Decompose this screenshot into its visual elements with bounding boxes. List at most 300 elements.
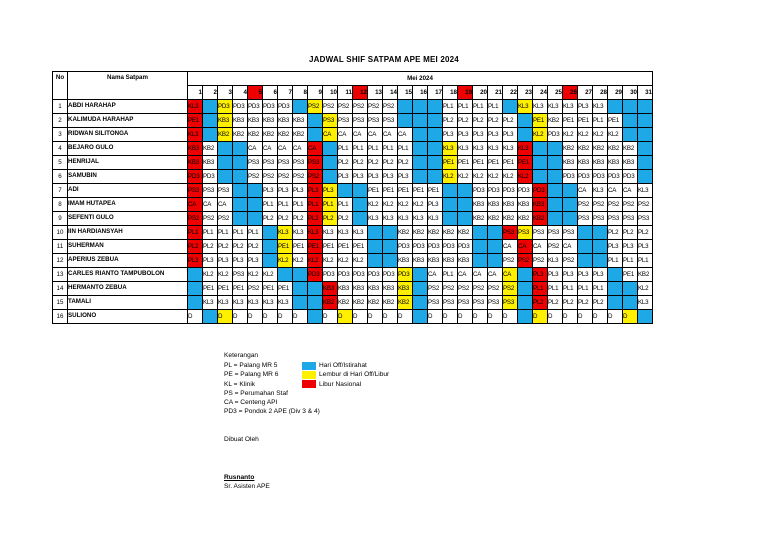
shift-cell bbox=[368, 240, 383, 254]
shift-cell: KB3 bbox=[518, 198, 533, 212]
shift-cell: PL3 bbox=[218, 254, 233, 268]
shift-cell bbox=[443, 198, 458, 212]
shift-cell: PE1 bbox=[533, 114, 548, 128]
shift-cell: KL2 bbox=[413, 198, 428, 212]
shift-cell: KL3 bbox=[188, 128, 203, 142]
shift-cell: PL3 bbox=[473, 128, 488, 142]
row-number: 12 bbox=[53, 254, 68, 268]
row-number: 8 bbox=[53, 198, 68, 212]
shift-cell: PS3 bbox=[308, 156, 323, 170]
shift-cell: PL3 bbox=[428, 198, 443, 212]
shift-cell: CA bbox=[308, 142, 323, 156]
shift-cell: D bbox=[248, 310, 263, 324]
day-header: 29 bbox=[608, 86, 623, 100]
shift-cell bbox=[413, 170, 428, 184]
shift-cell bbox=[443, 184, 458, 198]
shift-cell bbox=[428, 142, 443, 156]
day-header: 18 bbox=[443, 86, 458, 100]
shift-cell bbox=[353, 184, 368, 198]
shift-cell: PL2 bbox=[533, 296, 548, 310]
shift-cell: KL3 bbox=[398, 212, 413, 226]
shift-cell: KB2 bbox=[563, 142, 578, 156]
shift-cell: CA bbox=[623, 184, 638, 198]
shift-cell: CA bbox=[428, 268, 443, 282]
shift-cell bbox=[293, 100, 308, 114]
shift-cell bbox=[233, 142, 248, 156]
guard-name: APERIUS ZEBUA bbox=[68, 254, 188, 268]
shift-cell: CA bbox=[563, 240, 578, 254]
shift-cell: D bbox=[428, 310, 443, 324]
shift-cell bbox=[413, 296, 428, 310]
shift-cell: PD3 bbox=[218, 100, 233, 114]
shift-cell: KB3 bbox=[188, 142, 203, 156]
day-header: 17 bbox=[428, 86, 443, 100]
shift-cell: KL3 bbox=[278, 226, 293, 240]
shift-cell bbox=[413, 156, 428, 170]
shift-cell: D bbox=[443, 310, 458, 324]
shift-cell: PS2 bbox=[428, 282, 443, 296]
shift-cell: CA bbox=[368, 128, 383, 142]
shift-cell: KL3 bbox=[323, 226, 338, 240]
shift-cell bbox=[233, 170, 248, 184]
shift-cell bbox=[203, 114, 218, 128]
shift-cell: PS2 bbox=[203, 212, 218, 226]
legend-swatch-desc: Hari Off/Istirahat bbox=[319, 362, 367, 370]
shift-cell: D bbox=[488, 310, 503, 324]
day-header: 21 bbox=[488, 86, 503, 100]
shift-cell: PS2 bbox=[293, 170, 308, 184]
shift-cell bbox=[608, 100, 623, 114]
shift-cell: PL2 bbox=[503, 114, 518, 128]
shift-cell: PL3 bbox=[323, 184, 338, 198]
shift-cell bbox=[578, 240, 593, 254]
shift-cell: PS3 bbox=[263, 156, 278, 170]
guard-name: HENRIJAL bbox=[68, 156, 188, 170]
table-row bbox=[53, 268, 653, 282]
shift-cell: CA bbox=[608, 184, 623, 198]
shift-cell: PE1 bbox=[308, 240, 323, 254]
shift-cell: KB2 bbox=[623, 142, 638, 156]
shift-cell bbox=[488, 254, 503, 268]
shift-cell: KL2 bbox=[353, 254, 368, 268]
day-header: 14 bbox=[383, 86, 398, 100]
shift-cell: D bbox=[533, 310, 548, 324]
shift-cell: PS2 bbox=[308, 100, 323, 114]
shift-cell: PE1 bbox=[428, 184, 443, 198]
shift-cell: PL1 bbox=[458, 100, 473, 114]
shift-cell: CA bbox=[398, 128, 413, 142]
shift-cell bbox=[548, 142, 563, 156]
shift-cell bbox=[413, 128, 428, 142]
shift-cell: PL2 bbox=[338, 156, 353, 170]
shift-cell: CA bbox=[488, 268, 503, 282]
shift-cell: PL1 bbox=[608, 254, 623, 268]
shift-cell: KL3 bbox=[443, 142, 458, 156]
table-row bbox=[53, 226, 653, 240]
shift-cell: PD3 bbox=[623, 170, 638, 184]
shift-cell: KB3 bbox=[398, 282, 413, 296]
shift-cell: D bbox=[563, 310, 578, 324]
shift-cell: KL2 bbox=[278, 254, 293, 268]
shift-cell: PL2 bbox=[368, 156, 383, 170]
shift-cell bbox=[638, 114, 653, 128]
day-header: 22 bbox=[503, 86, 518, 100]
shift-cell: KB3 bbox=[533, 198, 548, 212]
table-row bbox=[53, 114, 653, 128]
shift-cell: PE1 bbox=[278, 240, 293, 254]
legend-item bbox=[224, 370, 389, 379]
shift-cell bbox=[503, 100, 518, 114]
shift-cell: PL3 bbox=[353, 170, 368, 184]
shift-cell bbox=[548, 198, 563, 212]
shift-cell: PL1 bbox=[578, 282, 593, 296]
shift-cell: PS2 bbox=[593, 198, 608, 212]
shift-cell: PS2 bbox=[578, 198, 593, 212]
shift-cell bbox=[548, 212, 563, 226]
shift-cell: KL3 bbox=[188, 100, 203, 114]
day-header: 7 bbox=[278, 86, 293, 100]
shift-cell: PL1 bbox=[203, 226, 218, 240]
shift-cell: PS2 bbox=[248, 170, 263, 184]
shift-cell bbox=[413, 114, 428, 128]
shift-cell: KB3 bbox=[353, 282, 368, 296]
shift-cell: D bbox=[623, 310, 638, 324]
col-header-name: Nama Satpam bbox=[68, 72, 188, 100]
shift-cell: PL2 bbox=[263, 212, 278, 226]
shift-cell: KB2 bbox=[293, 128, 308, 142]
shift-cell: PS3 bbox=[278, 156, 293, 170]
legend-heading: Keterangan bbox=[224, 352, 259, 359]
day-header: 20 bbox=[473, 86, 488, 100]
shift-cell: PS3 bbox=[383, 114, 398, 128]
shift-cell: KL2 bbox=[263, 268, 278, 282]
shift-cell: PS2 bbox=[608, 198, 623, 212]
legend-code-label: PS = Perumahan Staf bbox=[224, 389, 288, 397]
shift-cell: PS2 bbox=[368, 100, 383, 114]
shift-cell: PS3 bbox=[293, 156, 308, 170]
shift-cell bbox=[458, 198, 473, 212]
shift-cell bbox=[608, 282, 623, 296]
shift-cell: KB2 bbox=[398, 226, 413, 240]
shift-cell bbox=[263, 226, 278, 240]
legend-code-label: PD3 = Pondok 2 APE (Div 3 & 4) bbox=[224, 408, 320, 416]
shift-cell: PD3 bbox=[338, 268, 353, 282]
shift-cell: PE1 bbox=[398, 184, 413, 198]
shift-cell: KB3 bbox=[458, 254, 473, 268]
shift-cell: PD3 bbox=[203, 170, 218, 184]
legend-item bbox=[224, 407, 389, 416]
shift-cell: PL2 bbox=[623, 226, 638, 240]
shift-cell: KB3 bbox=[278, 114, 293, 128]
shift-cell: PD3 bbox=[578, 170, 593, 184]
legend-code-label: PE = Palang MR 6 bbox=[224, 371, 279, 379]
guard-name: SAMUBIN bbox=[68, 170, 188, 184]
shift-cell bbox=[293, 296, 308, 310]
table-row bbox=[53, 310, 653, 324]
shift-cell: PL1 bbox=[263, 198, 278, 212]
day-header: 15 bbox=[398, 86, 413, 100]
shift-cell bbox=[443, 212, 458, 226]
shift-cell: D bbox=[578, 310, 593, 324]
shift-cell: PS3 bbox=[458, 296, 473, 310]
shift-cell: PS2 bbox=[263, 170, 278, 184]
shift-cell: KL2 bbox=[578, 128, 593, 142]
shift-cell: PL3 bbox=[368, 170, 383, 184]
guard-name: SEFENTI GULO bbox=[68, 212, 188, 226]
shift-cell: KL3 bbox=[383, 212, 398, 226]
shift-cell: PD3 bbox=[188, 170, 203, 184]
legend-swatch bbox=[302, 362, 316, 370]
shift-cell: PL1 bbox=[323, 198, 338, 212]
shift-cell: KB2 bbox=[488, 212, 503, 226]
shift-cell bbox=[638, 310, 653, 324]
shift-cell: PS2 bbox=[503, 282, 518, 296]
day-header: 4 bbox=[233, 86, 248, 100]
shift-cell: KL3 bbox=[278, 296, 293, 310]
shift-cell: KB3 bbox=[563, 156, 578, 170]
shift-cell bbox=[518, 282, 533, 296]
legend-code-label: CA = Centeng API bbox=[224, 399, 278, 407]
shift-cell: CA bbox=[383, 128, 398, 142]
shift-cell: D bbox=[233, 310, 248, 324]
legend-swatch-desc: Libur Nasional bbox=[319, 380, 362, 388]
shift-cell: D bbox=[503, 310, 518, 324]
shift-cell: PS3 bbox=[578, 212, 593, 226]
shift-cell bbox=[533, 170, 548, 184]
shift-cell: PE1 bbox=[368, 184, 383, 198]
shift-cell: PD3 bbox=[323, 268, 338, 282]
guard-name: KALIMUDA HARAHAP bbox=[68, 114, 188, 128]
shift-cell: KB2 bbox=[218, 128, 233, 142]
signer-position: Sr. Asisten APE bbox=[224, 483, 270, 490]
shift-cell: PS3 bbox=[503, 296, 518, 310]
table-row bbox=[53, 282, 653, 296]
shift-cell: PL2 bbox=[278, 212, 293, 226]
shift-cell: KB3 bbox=[263, 114, 278, 128]
shift-cell: KL3 bbox=[638, 296, 653, 310]
shift-cell: PD3 bbox=[563, 170, 578, 184]
shift-cell: CA bbox=[218, 198, 233, 212]
shift-cell: KB2 bbox=[548, 114, 563, 128]
shift-cell: PD3 bbox=[398, 268, 413, 282]
row-number: 10 bbox=[53, 226, 68, 240]
shift-cell bbox=[563, 184, 578, 198]
shift-cell: D bbox=[188, 310, 203, 324]
shift-cell: PS3 bbox=[248, 156, 263, 170]
shift-cell: D bbox=[458, 310, 473, 324]
shift-cell: KL3 bbox=[473, 142, 488, 156]
shift-cell: PL1 bbox=[338, 198, 353, 212]
shift-cell: D bbox=[593, 310, 608, 324]
shift-cell bbox=[563, 212, 578, 226]
shift-cell: PL2 bbox=[578, 296, 593, 310]
shift-cell bbox=[578, 254, 593, 268]
row-number: 5 bbox=[53, 156, 68, 170]
shift-cell bbox=[383, 240, 398, 254]
shift-cell: KL2 bbox=[473, 170, 488, 184]
shift-cell: PL3 bbox=[278, 184, 293, 198]
shift-cell: PL2 bbox=[308, 212, 323, 226]
shift-cell: KB2 bbox=[533, 212, 548, 226]
row-number: 14 bbox=[53, 282, 68, 296]
shift-cell: KB3 bbox=[503, 198, 518, 212]
legend-item bbox=[224, 380, 389, 389]
shift-cell: PL2 bbox=[608, 226, 623, 240]
shift-cell bbox=[398, 100, 413, 114]
shift-cell: D bbox=[263, 310, 278, 324]
shift-cell bbox=[413, 282, 428, 296]
shift-cell: KL3 bbox=[308, 226, 323, 240]
shift-cell bbox=[323, 142, 338, 156]
shift-cell: PL1 bbox=[383, 142, 398, 156]
day-header: 11 bbox=[338, 86, 353, 100]
shift-cell: PL1 bbox=[293, 198, 308, 212]
shift-cell: PS3 bbox=[338, 114, 353, 128]
shift-cell: KB3 bbox=[248, 114, 263, 128]
shift-cell: PS2 bbox=[473, 282, 488, 296]
shift-cell: KL2 bbox=[338, 254, 353, 268]
shift-cell: D bbox=[383, 310, 398, 324]
shift-cell: KB3 bbox=[413, 254, 428, 268]
shift-cell: PL1 bbox=[353, 142, 368, 156]
shift-cell bbox=[263, 240, 278, 254]
shift-cell bbox=[518, 268, 533, 282]
shift-cell: KB2 bbox=[263, 128, 278, 142]
shift-cell: PL1 bbox=[593, 114, 608, 128]
shift-cell bbox=[473, 240, 488, 254]
shift-cell: KL3 bbox=[548, 254, 563, 268]
shift-cell: D bbox=[218, 310, 233, 324]
shift-cell: KL3 bbox=[293, 226, 308, 240]
shift-cell: KL3 bbox=[518, 100, 533, 114]
shift-cell: PD3 bbox=[233, 100, 248, 114]
shift-cell: D bbox=[293, 310, 308, 324]
shift-cell: PD3 bbox=[593, 170, 608, 184]
shift-cell: PL2 bbox=[383, 156, 398, 170]
shift-cell: PS2 bbox=[383, 100, 398, 114]
shift-cell: PS3 bbox=[623, 212, 638, 226]
shift-cell: PL2 bbox=[443, 114, 458, 128]
shift-cell: KB2 bbox=[503, 212, 518, 226]
shift-cell: PS2 bbox=[248, 282, 263, 296]
shift-cell: KB2 bbox=[578, 142, 593, 156]
legend-item bbox=[224, 398, 389, 407]
shift-cell: PE1 bbox=[323, 240, 338, 254]
guard-name: ADI bbox=[68, 184, 188, 198]
table-row bbox=[53, 156, 653, 170]
shift-cell: PS3 bbox=[443, 296, 458, 310]
shift-cell: KB2 bbox=[458, 226, 473, 240]
shift-cell: KB2 bbox=[338, 296, 353, 310]
shift-cell bbox=[623, 114, 638, 128]
shift-cell: PD3 bbox=[458, 240, 473, 254]
shift-cell: PD3 bbox=[248, 100, 263, 114]
guard-name: ABDI HARAHAP bbox=[68, 100, 188, 114]
shift-cell: PL1 bbox=[488, 100, 503, 114]
shift-cell: D bbox=[368, 310, 383, 324]
shift-cell: KB3 bbox=[293, 114, 308, 128]
shift-cell bbox=[638, 142, 653, 156]
shift-cell: KL2 bbox=[248, 268, 263, 282]
shift-cell: PS3 bbox=[323, 114, 338, 128]
shift-cell: PE1 bbox=[503, 156, 518, 170]
shift-cell: PL1 bbox=[398, 142, 413, 156]
row-number: 7 bbox=[53, 184, 68, 198]
shift-cell bbox=[248, 184, 263, 198]
shift-cell: PL2 bbox=[233, 240, 248, 254]
shift-cell: PD3 bbox=[428, 240, 443, 254]
table-row bbox=[53, 184, 653, 198]
shift-cell: KB2 bbox=[398, 296, 413, 310]
day-header: 5 bbox=[248, 86, 263, 100]
shift-cell: PS3 bbox=[428, 296, 443, 310]
shift-cell bbox=[278, 268, 293, 282]
shift-cell bbox=[488, 226, 503, 240]
shift-cell: KL3 bbox=[203, 296, 218, 310]
legend-code-label: PL = Palang MR 5 bbox=[224, 362, 278, 370]
shift-cell: KB3 bbox=[608, 156, 623, 170]
made-by-label: Dibuat Oleh bbox=[224, 436, 259, 443]
shift-cell: PL3 bbox=[383, 170, 398, 184]
day-header: 2 bbox=[203, 86, 218, 100]
shift-cell: KL3 bbox=[248, 296, 263, 310]
shift-cell: KL3 bbox=[488, 142, 503, 156]
shift-cell: KB3 bbox=[188, 156, 203, 170]
shift-cell: KL2 bbox=[533, 128, 548, 142]
shift-cell bbox=[473, 254, 488, 268]
day-header: 13 bbox=[368, 86, 383, 100]
shift-cell: PS2 bbox=[278, 170, 293, 184]
shift-cell bbox=[308, 296, 323, 310]
shift-cell: PD3 bbox=[548, 128, 563, 142]
guard-name: IMAM HUTAPEA bbox=[68, 198, 188, 212]
shift-cell: PS2 bbox=[353, 100, 368, 114]
shift-cell: PL3 bbox=[338, 170, 353, 184]
shift-cell: PL3 bbox=[398, 170, 413, 184]
shift-cell: KL2 bbox=[638, 282, 653, 296]
row-number: 6 bbox=[53, 170, 68, 184]
shift-cell: KL3 bbox=[368, 212, 383, 226]
shift-cell bbox=[368, 226, 383, 240]
shift-cell: KL3 bbox=[518, 142, 533, 156]
shift-cell: PD3 bbox=[353, 268, 368, 282]
shift-cell bbox=[518, 310, 533, 324]
shift-cell: PL1 bbox=[368, 142, 383, 156]
shift-cell: PL2 bbox=[458, 114, 473, 128]
shift-cell: CA bbox=[263, 142, 278, 156]
shift-cell: PS3 bbox=[203, 184, 218, 198]
shift-cell: PL3 bbox=[638, 240, 653, 254]
shift-cell bbox=[398, 114, 413, 128]
shift-cell: KB2 bbox=[248, 128, 263, 142]
shift-cell: KL2 bbox=[383, 198, 398, 212]
shift-cell: CA bbox=[248, 142, 263, 156]
shift-cell: KB3 bbox=[473, 198, 488, 212]
shift-cell: PS2 bbox=[308, 170, 323, 184]
shift-cell: KL3 bbox=[548, 100, 563, 114]
table-row bbox=[53, 100, 653, 114]
shift-cell: PD3 bbox=[488, 184, 503, 198]
shift-cell: KL3 bbox=[503, 142, 518, 156]
shift-cell: KB3 bbox=[398, 254, 413, 268]
shift-cell bbox=[578, 226, 593, 240]
legend-swatch bbox=[302, 380, 316, 388]
shift-cell: PL1 bbox=[563, 282, 578, 296]
shift-cell: PS3 bbox=[593, 212, 608, 226]
shift-cell: CA bbox=[503, 240, 518, 254]
shift-cell: KL2 bbox=[398, 198, 413, 212]
shift-cell: PS3 bbox=[638, 212, 653, 226]
